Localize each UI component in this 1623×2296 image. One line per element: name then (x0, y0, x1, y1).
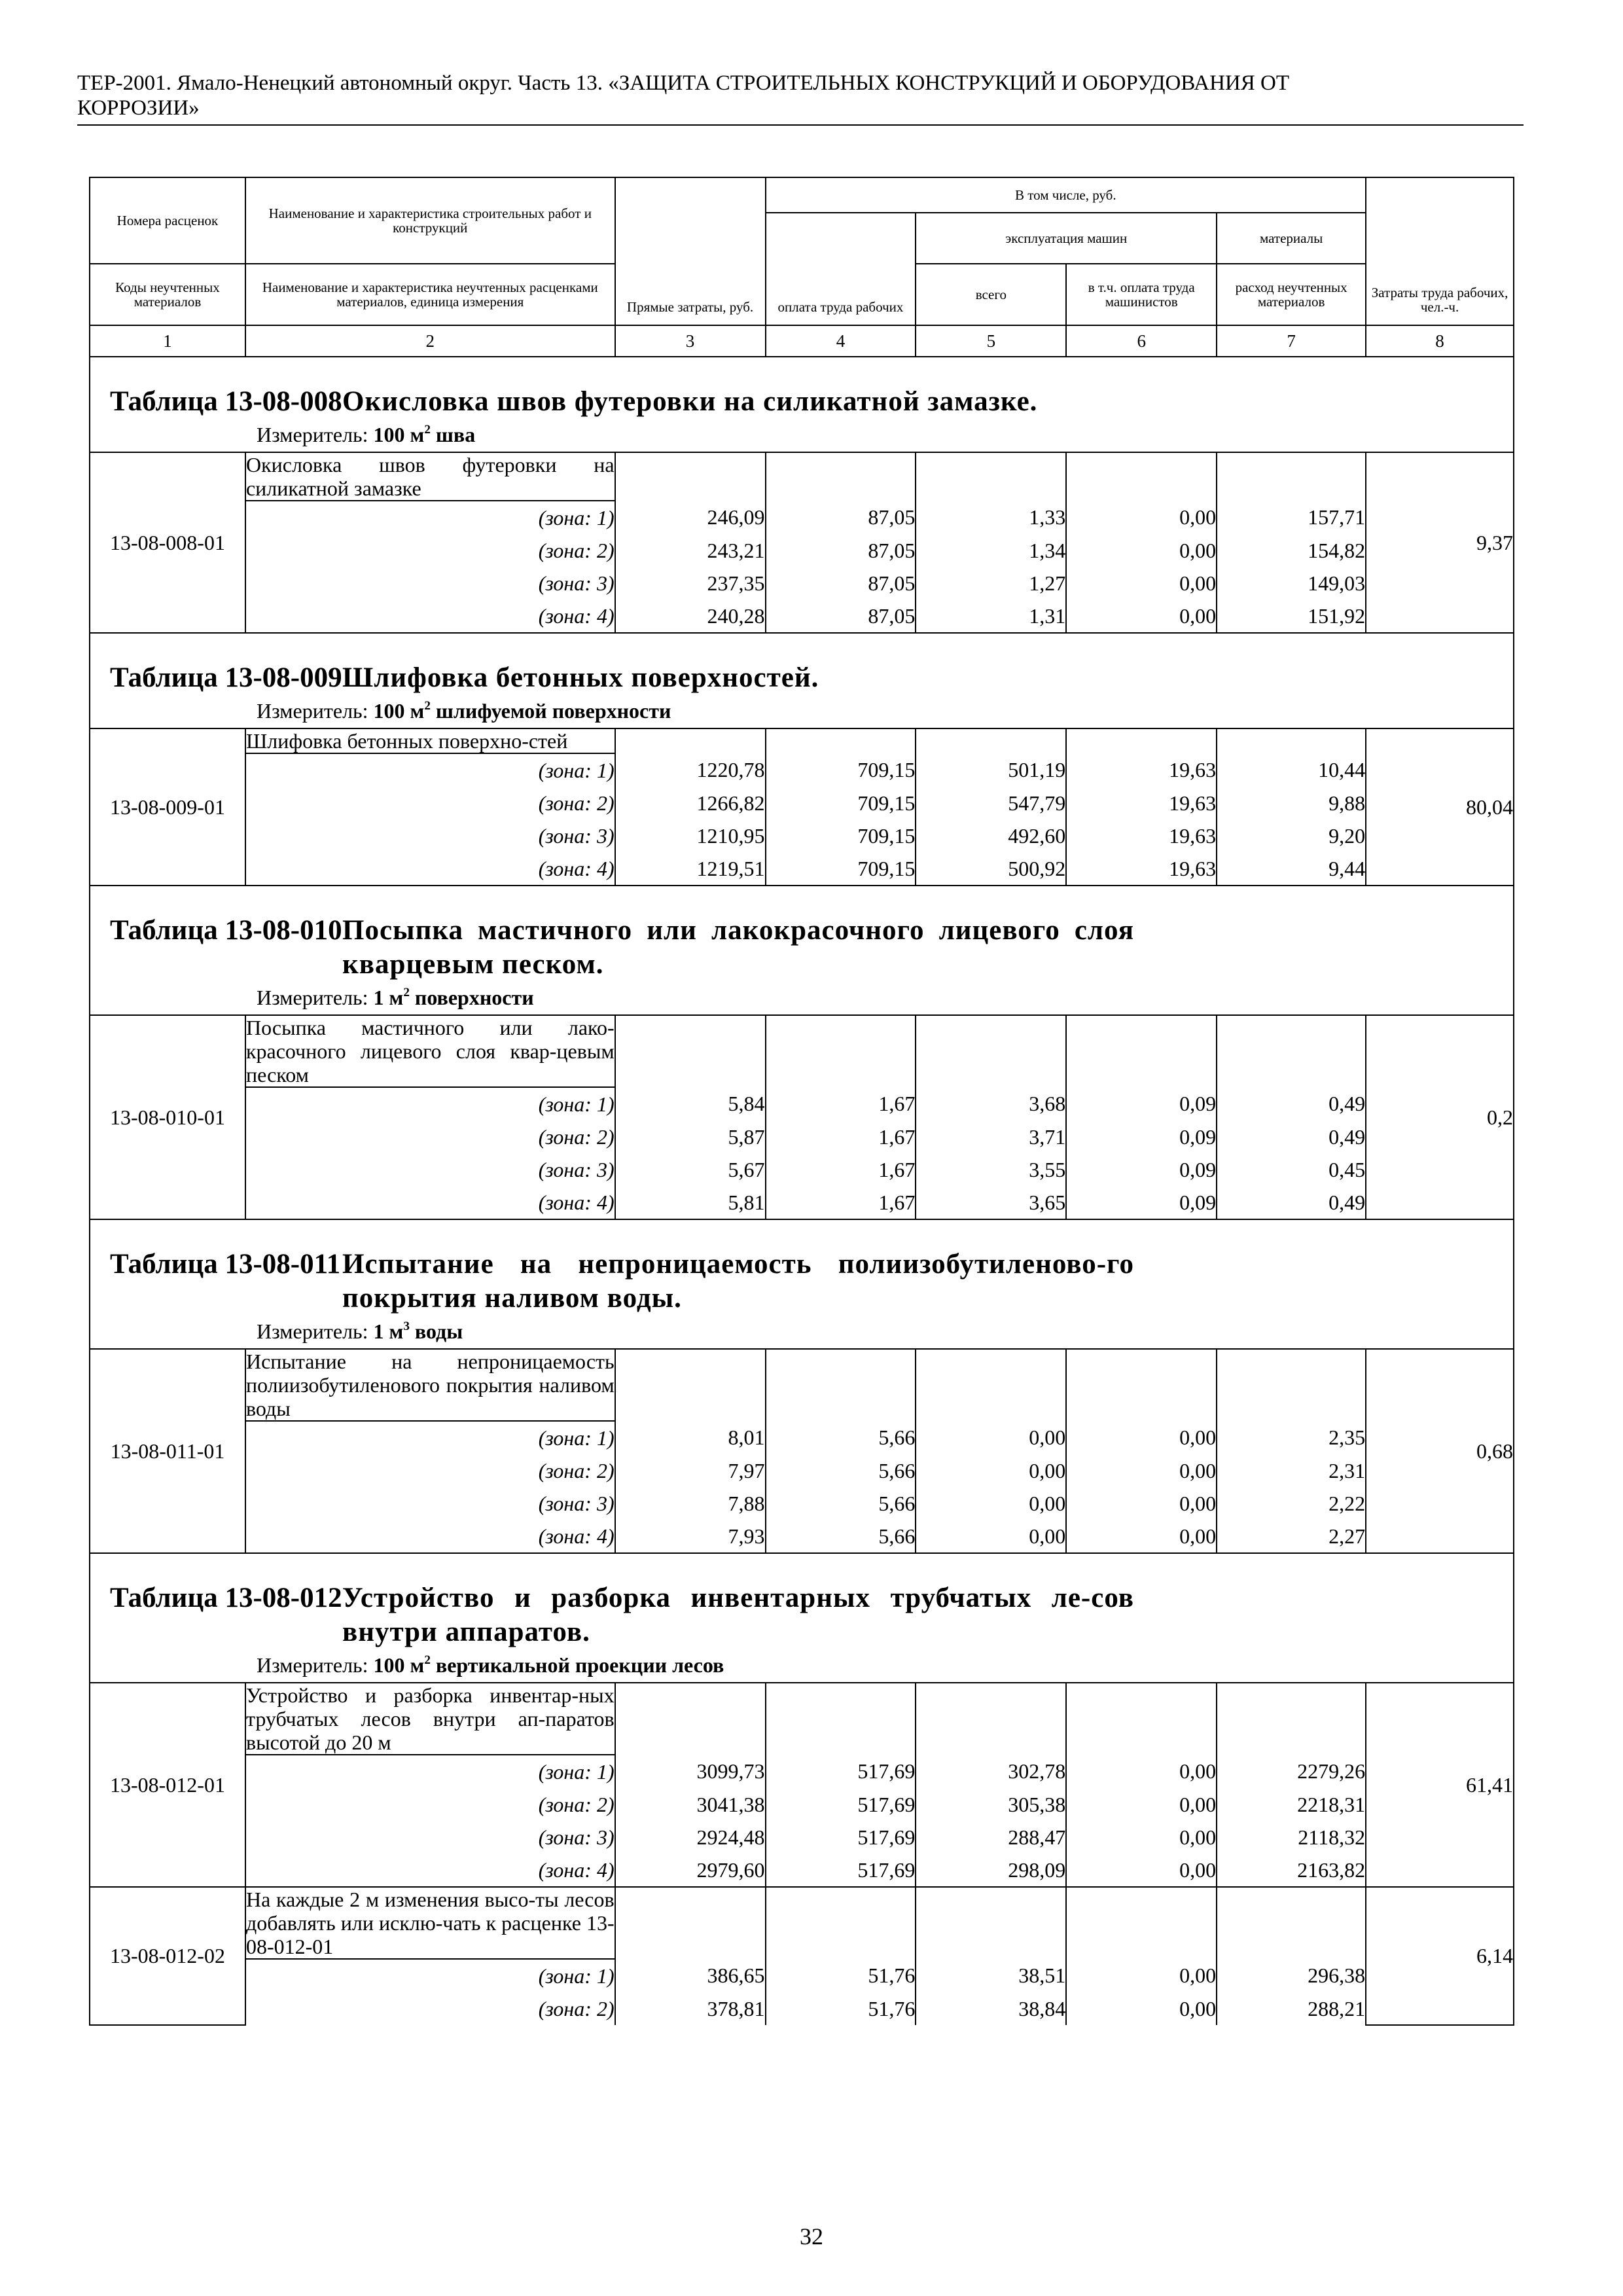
wages-cost: 709,15 (766, 852, 916, 886)
machinist-wages: 0,00 (1066, 1788, 1217, 1821)
measure-value: 100 м (373, 423, 425, 446)
machines-cost: 288,47 (916, 1821, 1066, 1854)
zone-label: (зона: 2) (245, 1121, 615, 1153)
direct-cost: 5,84 (615, 1087, 766, 1121)
section-header (90, 1219, 1514, 1349)
col-number: 4 (766, 325, 916, 357)
machinist-wages: 0,00 (1066, 1755, 1217, 1788)
measure-unit (374, 986, 534, 1009)
table-row (90, 852, 1514, 886)
zone-label: (зона: 1) (245, 1421, 615, 1454)
col-number: 6 (1066, 325, 1217, 357)
zone-label: (зона: 1) (245, 1755, 615, 1788)
wages-cost: 1,67 (766, 1153, 916, 1186)
table-row (90, 1121, 1514, 1153)
labor-cost: 61,41 (1366, 1683, 1514, 1887)
empty-cell (615, 728, 766, 753)
wages-cost: 709,15 (766, 787, 916, 819)
zone-label: (зона: 3) (245, 819, 615, 852)
wages-cost: 87,05 (766, 567, 916, 600)
empty-cell (916, 1349, 1066, 1421)
measure-unit (374, 1653, 724, 1677)
group-header: В том числе, руб. (766, 177, 1366, 213)
empty-cell (615, 1015, 766, 1087)
wages-cost: 517,69 (766, 1821, 916, 1854)
measure-value: 1 м (373, 986, 404, 1009)
materials-cost: 2,31 (1217, 1454, 1366, 1487)
rate-code: 13-08-011-01 (90, 1349, 245, 1553)
section-header-row (90, 357, 1514, 452)
rate-name: На каждые 2 м изменения высо-ты лесов добавлять или исклю-чать к расценке 13-08-012-01 (245, 1888, 615, 1958)
machinist-wages: 0,00 (1066, 1959, 1217, 1992)
materials-cost: 0,49 (1217, 1087, 1366, 1121)
wages-cost: 709,15 (766, 753, 916, 787)
table-row (90, 1015, 1514, 1087)
rate-name: Устройство и разборка инвентар-ных трубчатых лесов внутри ап-паратов высотой до 20 м (245, 1683, 615, 1754)
zone-label: (зона: 4) (245, 1520, 615, 1553)
labor-cost: 0,2 (1366, 1015, 1514, 1219)
measure-suffix: воды (414, 1319, 463, 1343)
direct-cost: 1219,51 (615, 852, 766, 886)
empty-cell (916, 1683, 1066, 1755)
direct-cost: 7,93 (615, 1520, 766, 1553)
zone-label: (зона: 2) (245, 787, 615, 819)
machines-cost: 38,84 (916, 1992, 1066, 2025)
col-number: 1 (90, 325, 245, 357)
direct-cost: 246,09 (615, 501, 766, 534)
page-number: 32 (800, 2223, 823, 2250)
measure-prefix: Измеритель: (257, 1653, 368, 1677)
machinist-wages: 0,00 (1066, 1421, 1217, 1454)
direct-cost: 378,81 (615, 1992, 766, 2025)
labor-cost: 80,04 (1366, 728, 1514, 886)
table-row (90, 1788, 1514, 1821)
table-row (90, 501, 1514, 534)
wages-cost: 87,05 (766, 501, 916, 534)
zone-label: (зона: 3) (245, 1821, 615, 1854)
measure-prefix: Измеритель: (257, 986, 368, 1009)
machinist-wages: 0,09 (1066, 1121, 1217, 1153)
direct-cost: 3099,73 (615, 1755, 766, 1788)
machinist-wages: 0,09 (1066, 1153, 1217, 1186)
wages-cost: 51,76 (766, 1992, 916, 2025)
empty-cell (1217, 1015, 1366, 1087)
empty-cell (1066, 728, 1217, 753)
zone-label: (зона: 2) (245, 1454, 615, 1487)
wages-cost: 1,67 (766, 1087, 916, 1121)
table-row (90, 1755, 1514, 1788)
wages-cost: 87,05 (766, 534, 916, 567)
section-title: Испытание на непроницаемость полиизобутиленово-го покрытия наливом воды. (342, 1249, 1134, 1314)
empty-cell (1066, 1887, 1217, 1959)
machinist-wages: 0,00 (1066, 1487, 1217, 1520)
machinist-wages: 0,00 (1066, 1854, 1217, 1887)
wages-cost: 5,66 (766, 1520, 916, 1553)
section-header (90, 886, 1514, 1015)
rate-code: 13-08-008-01 (90, 452, 245, 633)
col2-top-header: Наименование и характеристика строительных работ и конструкций (245, 177, 615, 264)
direct-cost: 243,21 (615, 534, 766, 567)
materials-cost: 9,20 (1217, 819, 1366, 852)
table-row (90, 534, 1514, 567)
section-title: Устройство и разборка инвентарных трубчатых ле-сов внутри аппаратов. (342, 1583, 1134, 1647)
machines-cost: 0,00 (916, 1421, 1066, 1454)
machines-cost: 492,60 (916, 819, 1066, 852)
empty-cell (1217, 1887, 1366, 1959)
table-row (90, 1854, 1514, 1887)
measure-exponent: 2 (403, 986, 410, 1000)
empty-cell (766, 728, 916, 753)
rate-name: Испытание на непроницаемость полиизобутиленового покрытия наливом воды (245, 1350, 615, 1420)
zone-label: (зона: 1) (245, 1959, 615, 1992)
direct-cost: 237,35 (615, 567, 766, 600)
section-title-block (90, 1554, 1513, 1649)
materials-cost: 9,44 (1217, 852, 1366, 886)
direct-cost: 8,01 (615, 1421, 766, 1454)
machines-cost: 501,19 (916, 753, 1066, 787)
zone-label: (зона: 4) (245, 1186, 615, 1219)
direct-cost: 240,28 (615, 600, 766, 633)
section-measure (90, 1649, 1513, 1682)
section-measure (90, 695, 1513, 728)
empty-cell (1217, 1349, 1366, 1421)
empty-cell (1217, 728, 1366, 753)
col-number: 5 (916, 325, 1066, 357)
machinist-wages: 0,00 (1066, 1992, 1217, 2025)
table-row (90, 1087, 1514, 1121)
empty-cell (916, 1015, 1066, 1087)
machinist-wages: 0,00 (1066, 501, 1217, 534)
table-body (90, 177, 1514, 2025)
machines-cost: 298,09 (916, 1854, 1066, 1887)
section-title-block (90, 357, 1513, 419)
section-header-row (90, 633, 1514, 728)
direct-cost: 1266,82 (615, 787, 766, 819)
wages-cost: 87,05 (766, 600, 916, 633)
materials-header: материалы (1217, 213, 1366, 264)
section-title-block (90, 1220, 1513, 1316)
section-title-block (90, 634, 1513, 695)
materials-cost: 10,44 (1217, 753, 1366, 787)
machines-cost: 3,65 (916, 1186, 1066, 1219)
table-row (90, 1186, 1514, 1219)
section-label: Таблица 13-08-008 (110, 386, 342, 417)
table-row (90, 1487, 1514, 1520)
machinist-wages: 19,63 (1066, 753, 1217, 787)
col-number: 8 (1366, 325, 1514, 357)
materials-cost: 149,03 (1217, 567, 1366, 600)
empty-cell (1066, 1349, 1217, 1421)
machines-cost: 0,00 (916, 1454, 1066, 1487)
section-measure (90, 419, 1513, 452)
measure-value: 1 м (373, 1319, 404, 1343)
zone-label: (зона: 2) (245, 534, 615, 567)
materials-cost: 157,71 (1217, 501, 1366, 534)
machines-cost: 500,92 (916, 852, 1066, 886)
zone-label: (зона: 3) (245, 567, 615, 600)
section-header-row (90, 1553, 1514, 1683)
table-row (90, 819, 1514, 852)
zone-label: (зона: 3) (245, 1153, 615, 1186)
empty-cell (766, 1015, 916, 1087)
col7-header: расход неучтенных материалов (1217, 264, 1366, 325)
measure-prefix: Измеритель: (257, 1319, 368, 1343)
column-numbers-row (90, 325, 1514, 357)
rate-name: Шлифовка бетонных поверхно-стей (245, 728, 615, 753)
labor-cost: 9,37 (1366, 452, 1514, 633)
table-row (90, 1454, 1514, 1487)
section-header-row (90, 886, 1514, 1015)
direct-cost: 5,81 (615, 1186, 766, 1219)
machines-cost: 1,31 (916, 600, 1066, 633)
materials-cost: 154,82 (1217, 534, 1366, 567)
table-row (90, 567, 1514, 600)
table-row (90, 1887, 1514, 1959)
machines-cost: 38,51 (916, 1959, 1066, 1992)
empty-cell (1217, 1683, 1366, 1755)
machines-cost: 1,34 (916, 534, 1066, 567)
table-row (90, 1992, 1514, 2025)
machines-header: эксплуатация машин (916, 213, 1217, 264)
materials-cost: 2118,32 (1217, 1821, 1366, 1854)
section-header (90, 633, 1514, 728)
empty-cell (766, 1349, 916, 1421)
machinist-wages: 19,63 (1066, 787, 1217, 819)
direct-cost: 386,65 (615, 1959, 766, 1992)
section-title: Окисловка швов футеровки на силикатной замазке. (342, 386, 1038, 417)
materials-cost: 0,49 (1217, 1186, 1366, 1219)
zone-label: (зона: 1) (245, 501, 615, 534)
empty-cell (615, 1349, 766, 1421)
empty-cell (615, 1683, 766, 1755)
col6-header: в т.ч. оплата труда машинистов (1066, 264, 1217, 325)
zone-label: (зона: 3) (245, 1487, 615, 1520)
machinist-wages: 19,63 (1066, 852, 1217, 886)
rates-table (89, 177, 1514, 2026)
materials-cost: 2218,31 (1217, 1788, 1366, 1821)
empty-cell (1066, 452, 1217, 501)
section-title: Посыпка мастичного или лакокрасочного лицевого слоя кварцевым песком. (342, 915, 1134, 980)
measure-exponent: 2 (424, 699, 431, 713)
wages-cost: 517,69 (766, 1854, 916, 1887)
materials-cost: 2163,82 (1217, 1854, 1366, 1887)
direct-cost: 1210,95 (615, 819, 766, 852)
measure-value: 100 м (373, 699, 425, 723)
direct-cost: 1220,78 (615, 753, 766, 787)
col3-header: Прямые затраты, руб. (615, 177, 766, 325)
col-number: 2 (245, 325, 615, 357)
empty-cell (615, 1887, 766, 1959)
table-row (90, 753, 1514, 787)
machines-cost: 1,33 (916, 501, 1066, 534)
header-row-1 (90, 177, 1514, 213)
machinist-wages: 0,00 (1066, 1520, 1217, 1553)
wages-cost: 5,66 (766, 1421, 916, 1454)
page-header (77, 71, 1524, 126)
materials-cost: 9,88 (1217, 787, 1366, 819)
zone-label: (зона: 1) (245, 1087, 615, 1121)
table-row (90, 1421, 1514, 1454)
zone-label: (зона: 1) (245, 753, 615, 787)
measure-unit (374, 699, 671, 723)
labor-cost: 6,14 (1366, 1887, 1514, 2025)
section-label: Таблица 13-08-010 (110, 915, 342, 946)
col-number: 7 (1217, 325, 1366, 357)
table-row (90, 787, 1514, 819)
machines-cost: 547,79 (916, 787, 1066, 819)
zone-label: (зона: 4) (245, 600, 615, 633)
wages-cost: 51,76 (766, 1959, 916, 1992)
wages-cost: 5,66 (766, 1487, 916, 1520)
wages-cost: 1,67 (766, 1121, 916, 1153)
measure-exponent: 2 (424, 423, 431, 437)
materials-cost: 0,45 (1217, 1153, 1366, 1186)
measure-prefix: Измеритель: (257, 423, 368, 446)
empty-cell (1066, 1683, 1217, 1755)
empty-cell (766, 1683, 916, 1755)
machines-cost: 305,38 (916, 1788, 1066, 1821)
measure-suffix: вертикальной проекции лесов (435, 1653, 724, 1677)
measure-unit (374, 423, 476, 446)
wages-cost: 1,67 (766, 1186, 916, 1219)
measure-suffix: шлифуемой поверхности (435, 699, 671, 723)
machinist-wages: 0,00 (1066, 534, 1217, 567)
section-title-block (90, 886, 1513, 982)
table-row (90, 1153, 1514, 1186)
empty-cell (615, 452, 766, 501)
machinist-wages: 0,00 (1066, 567, 1217, 600)
measure-prefix: Измеритель: (257, 699, 368, 723)
col1-top-header: Номера расценок (90, 177, 245, 264)
machines-cost: 3,71 (916, 1121, 1066, 1153)
rate-name: Окисловка швов футеровки на силикатной замазке (245, 453, 615, 500)
measure-value: 100 м (373, 1653, 425, 1677)
machines-cost: 3,55 (916, 1153, 1066, 1186)
col5-header: всего (916, 264, 1066, 325)
section-label: Таблица 13-08-009 (110, 662, 342, 693)
table-row (90, 1520, 1514, 1553)
rate-name: Посыпка мастичного или лако-красочного лицевого слоя квар-цевым песком (245, 1016, 615, 1086)
section-header (90, 357, 1514, 452)
materials-cost: 288,21 (1217, 1992, 1366, 2025)
empty-cell (1217, 452, 1366, 501)
table-row (90, 1349, 1514, 1421)
direct-cost: 2979,60 (615, 1854, 766, 1887)
col8-header: Затраты труда рабочих, чел.-ч. (1366, 177, 1514, 325)
direct-cost: 5,87 (615, 1121, 766, 1153)
machines-cost: 0,00 (916, 1520, 1066, 1553)
empty-cell (1066, 1015, 1217, 1087)
machines-cost: 3,68 (916, 1087, 1066, 1121)
machines-cost: 1,27 (916, 567, 1066, 600)
materials-cost: 0,49 (1217, 1121, 1366, 1153)
col1-bottom-header: Коды неучтенных материалов (90, 264, 245, 325)
table-row (90, 1959, 1514, 1992)
section-label: Таблица 13-08-012 (110, 1583, 342, 1613)
col2-bottom-header: Наименование и характеристика неучтенных расценками материалов, единица измерения (245, 264, 615, 325)
rate-code: 13-08-012-02 (90, 1887, 245, 2025)
col4-header: оплата труда рабочих (766, 213, 916, 325)
direct-cost: 3041,38 (615, 1788, 766, 1821)
section-title: Шлифовка бетонных поверхностей. (342, 662, 819, 693)
measure-suffix: поверхности (414, 986, 534, 1009)
section-header-row (90, 1219, 1514, 1349)
table-row (90, 728, 1514, 753)
materials-cost: 2,27 (1217, 1520, 1366, 1553)
direct-cost: 7,97 (615, 1454, 766, 1487)
empty-cell (916, 728, 1066, 753)
wages-cost: 517,69 (766, 1788, 916, 1821)
machinist-wages: 0,00 (1066, 1821, 1217, 1854)
wages-cost: 5,66 (766, 1454, 916, 1487)
machinist-wages: 0,09 (1066, 1186, 1217, 1219)
rate-code: 13-08-012-01 (90, 1683, 245, 1887)
labor-cost: 0,68 (1366, 1349, 1514, 1553)
empty-cell (766, 452, 916, 501)
materials-cost: 2,35 (1217, 1421, 1366, 1454)
empty-cell (916, 452, 1066, 501)
machinist-wages: 0,00 (1066, 600, 1217, 633)
zone-label: (зона: 2) (245, 1992, 615, 2025)
materials-cost: 151,92 (1217, 600, 1366, 633)
machinist-wages: 0,09 (1066, 1087, 1217, 1121)
empty-cell (766, 1887, 916, 1959)
machines-cost: 302,78 (916, 1755, 1066, 1788)
wages-cost: 517,69 (766, 1755, 916, 1788)
zone-label: (зона: 4) (245, 1854, 615, 1887)
rate-code: 13-08-010-01 (90, 1015, 245, 1219)
table-row (90, 600, 1514, 633)
col-number: 3 (615, 325, 766, 357)
zone-label: (зона: 4) (245, 852, 615, 886)
direct-cost: 5,67 (615, 1153, 766, 1186)
materials-cost: 296,38 (1217, 1959, 1366, 1992)
wages-cost: 709,15 (766, 819, 916, 852)
section-header (90, 1553, 1514, 1683)
materials-cost: 2279,26 (1217, 1755, 1366, 1788)
table-row (90, 452, 1514, 501)
section-measure (90, 982, 1513, 1014)
measure-exponent: 2 (424, 1653, 431, 1668)
empty-cell (916, 1887, 1066, 1959)
machinist-wages: 19,63 (1066, 819, 1217, 852)
direct-cost: 7,88 (615, 1487, 766, 1520)
measure-unit (374, 1319, 463, 1343)
rate-code: 13-08-009-01 (90, 728, 245, 886)
machinist-wages: 0,00 (1066, 1454, 1217, 1487)
materials-cost: 2,22 (1217, 1487, 1366, 1520)
direct-cost: 2924,48 (615, 1821, 766, 1854)
table-row (90, 1683, 1514, 1755)
section-measure (90, 1316, 1513, 1348)
zone-label: (зона: 2) (245, 1788, 615, 1821)
header-line-2: КОРРОЗИИ» (77, 96, 200, 120)
section-label: Таблица 13-08-011 (110, 1249, 341, 1280)
table-row (90, 1821, 1514, 1854)
measure-suffix: шва (435, 423, 476, 446)
machines-cost: 0,00 (916, 1487, 1066, 1520)
measure-exponent: 3 (403, 1319, 410, 1334)
header-line-1: ТЕР-2001. Ямало-Ненецкий автономный округ. Часть 13. «ЗАЩИТА СТРОИТЕЛЬНЫХ КОНСТРУКЦИЙ И ОБОРУДОВАНИЯ ОТ (77, 71, 1289, 95)
